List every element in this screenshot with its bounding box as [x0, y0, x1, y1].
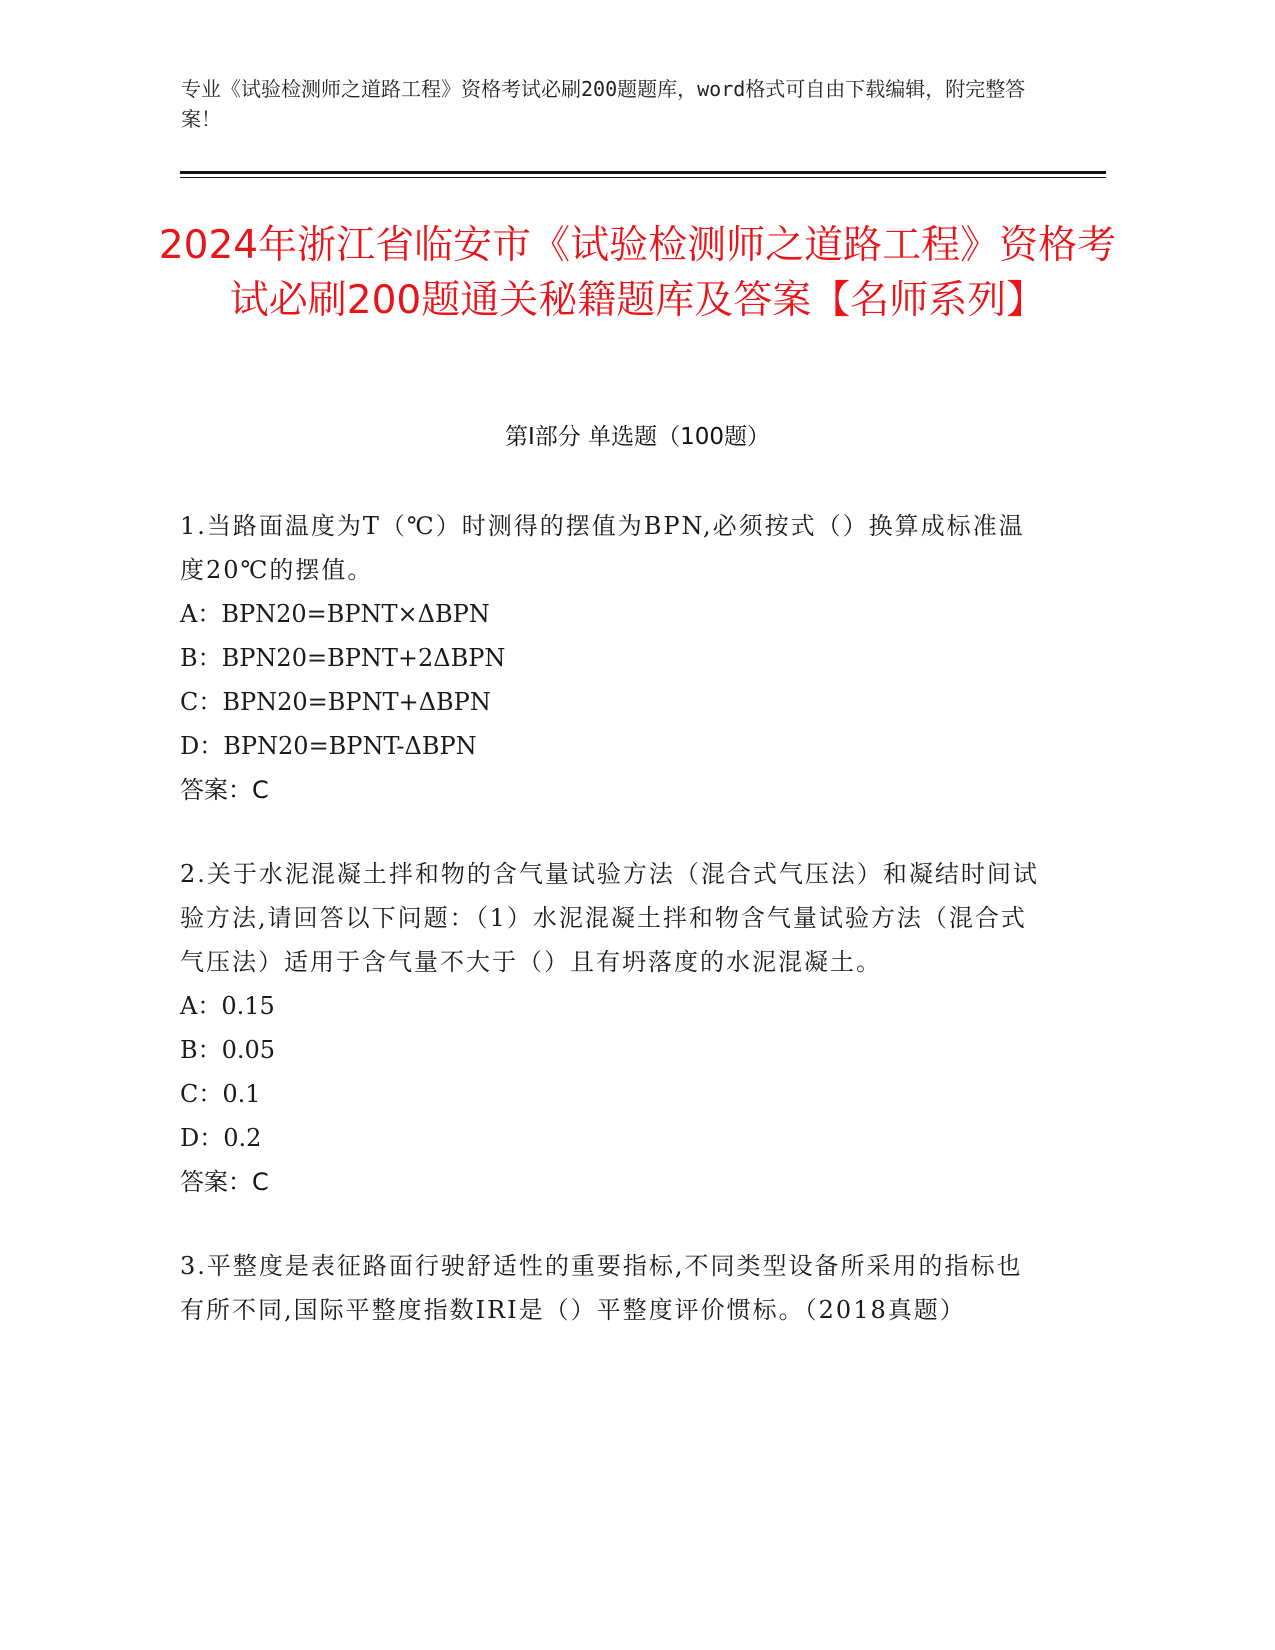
question-list — [180, 504, 1040, 1372]
section-heading: 第Ⅰ部分 单选题（100题） — [505, 424, 770, 450]
header-rule-thick — [180, 171, 1106, 174]
question-stem: 1.当路面温度为T（℃）时测得的摆值为BPN,必须按式（）换算成标准温度20℃的摆值。 — [180, 512, 1025, 584]
header-note: 专业《试验检测师之道路工程》资格考试必刷200题题库，word格式可自由下载编辑，附完整答案！ — [181, 77, 1026, 131]
option-b: B：BPN20=BPNT+2ΔBPN — [180, 644, 506, 672]
question-stem: 3.平整度是表征路面行驶舒适性的重要指标,不同类型设备所采用的指标也有所不同,国际平整度指数IRI是（）平整度评价惯标。（2018真题） — [180, 1252, 1023, 1324]
header-rule-thin — [180, 177, 1106, 178]
option-d: D：BPN20=BPNT-ΔBPN — [180, 732, 477, 760]
option-c: C：0.1 — [180, 1080, 261, 1108]
option-b: B：0.05 — [180, 1036, 276, 1064]
document-title: 2024年浙江省临安市《试验检测师之道路工程》资格考试必刷200题通关秘籍题库及答案【名师系列】 — [158, 223, 1117, 323]
option-a: A：BPN20=BPNT×ΔBPN — [180, 600, 490, 628]
option-a: A：0.15 — [180, 992, 275, 1020]
answer-line: 答案：C — [180, 1168, 269, 1196]
question-stem: 2.关于水泥混凝土拌和物的含气量试验方法（混合式气压法）和凝结时间试验方法,请回答以下问题：（1）水泥混凝土拌和物含气量试验方法（混合式气压法）适用于含气量不大于（）且有坍落度的水泥混凝土。 — [180, 860, 1039, 976]
question-1 — [180, 504, 1040, 812]
option-c: C：BPN20=BPNT+ΔBPN — [180, 688, 491, 716]
option-d: D：0.2 — [180, 1124, 262, 1152]
question-3 — [180, 1244, 1040, 1332]
answer-line: 答案：C — [180, 776, 269, 804]
question-2 — [180, 852, 1040, 1204]
